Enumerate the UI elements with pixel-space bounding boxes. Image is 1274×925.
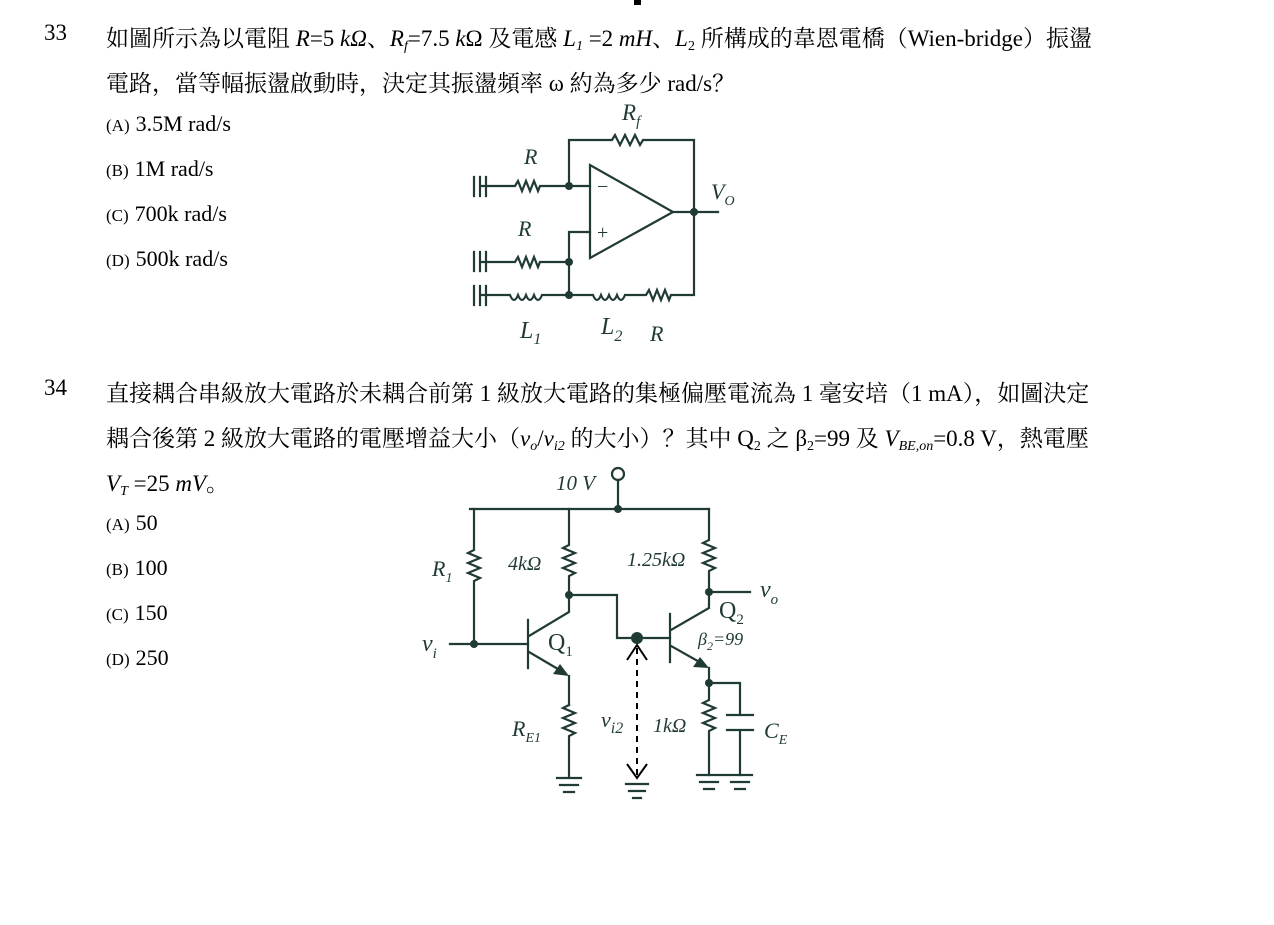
r-bot-label: R: [650, 321, 664, 346]
inverting-sign: −: [597, 176, 609, 198]
q34-line-2: 耦合後第 2 級放大電路的電壓增益大小（$v_o/v_{i2}$ 的大小）？其中 $Q_2$ 之 $\beta_2=99$ 及 $V_{BE,on}=0.8$ V，熱電壓: [106, 426, 1089, 454]
vi-input-label: $v_i$: [422, 631, 437, 662]
re1-label: $R_{E1}$: [512, 716, 542, 746]
q34-option-d[interactable]: (D) 250: [106, 645, 169, 670]
q2-label: $Q_2$: [719, 598, 744, 628]
supply-terminal: [612, 468, 624, 480]
l2-label: $L_2$: [601, 314, 623, 345]
noninverting-sign: +: [597, 222, 609, 244]
q33-option-d[interactable]: (D) 500k rad/s: [106, 246, 228, 271]
q33-option-c[interactable]: (C) 700k rad/s: [106, 201, 227, 226]
rf-label: $R_f$: [622, 100, 641, 130]
beta2-label: $\beta_2=99$: [698, 629, 744, 653]
q34-line-1: 直接耦合串級放大電路於未耦合前第 1 級放大電路的集極偏壓電流為 1 毫安培（1 mA），如圖決定: [106, 381, 1090, 406]
q33-line-2: 電路，當等幅振盪啟動時，決定其振盪頻率 ω 約為多少 rad/s？: [106, 71, 736, 96]
l1-label: $L_1$: [520, 318, 542, 348]
q1-label: $Q_1$: [548, 630, 573, 660]
q33-option-a[interactable]: (A) 3.5M rad/s: [106, 111, 231, 136]
q34-number: 34: [44, 375, 67, 400]
rc1-label: 4kΩ: [508, 553, 542, 575]
r-top-label: R: [524, 144, 538, 169]
q34-line-3: $V_T =25$ mV。: [106, 471, 230, 499]
re2-label: 1kΩ: [653, 715, 687, 737]
r1-label: $R_1$: [432, 556, 453, 586]
rc2-label: 1.25kΩ: [627, 549, 686, 571]
q33-option-b[interactable]: (B) 1M rad/s: [106, 156, 214, 181]
vo-output-label: $v_o$: [760, 577, 779, 608]
q34-option-c[interactable]: (C) 150: [106, 600, 168, 625]
vi2-label: $v_{i2}$: [601, 707, 624, 737]
supply-label: 10 V: [556, 471, 596, 495]
q34-option-b[interactable]: (B) 100: [106, 555, 168, 580]
q33-line-1: 如圖所示為以電阻 R=5 kΩ、$R_f=7.5$ kΩ 及電感 $L_1 =2$ mH、$L_2$ 所構成的韋恩電橋（Wien-bridge）振盪: [106, 26, 1093, 54]
ce-label: $C_E$: [764, 718, 788, 748]
vo-label: $V_O$: [711, 179, 735, 209]
q33-number: 33: [44, 20, 67, 45]
q34-option-a[interactable]: (A) 50: [106, 510, 158, 535]
r-mid-label: R: [518, 216, 532, 241]
